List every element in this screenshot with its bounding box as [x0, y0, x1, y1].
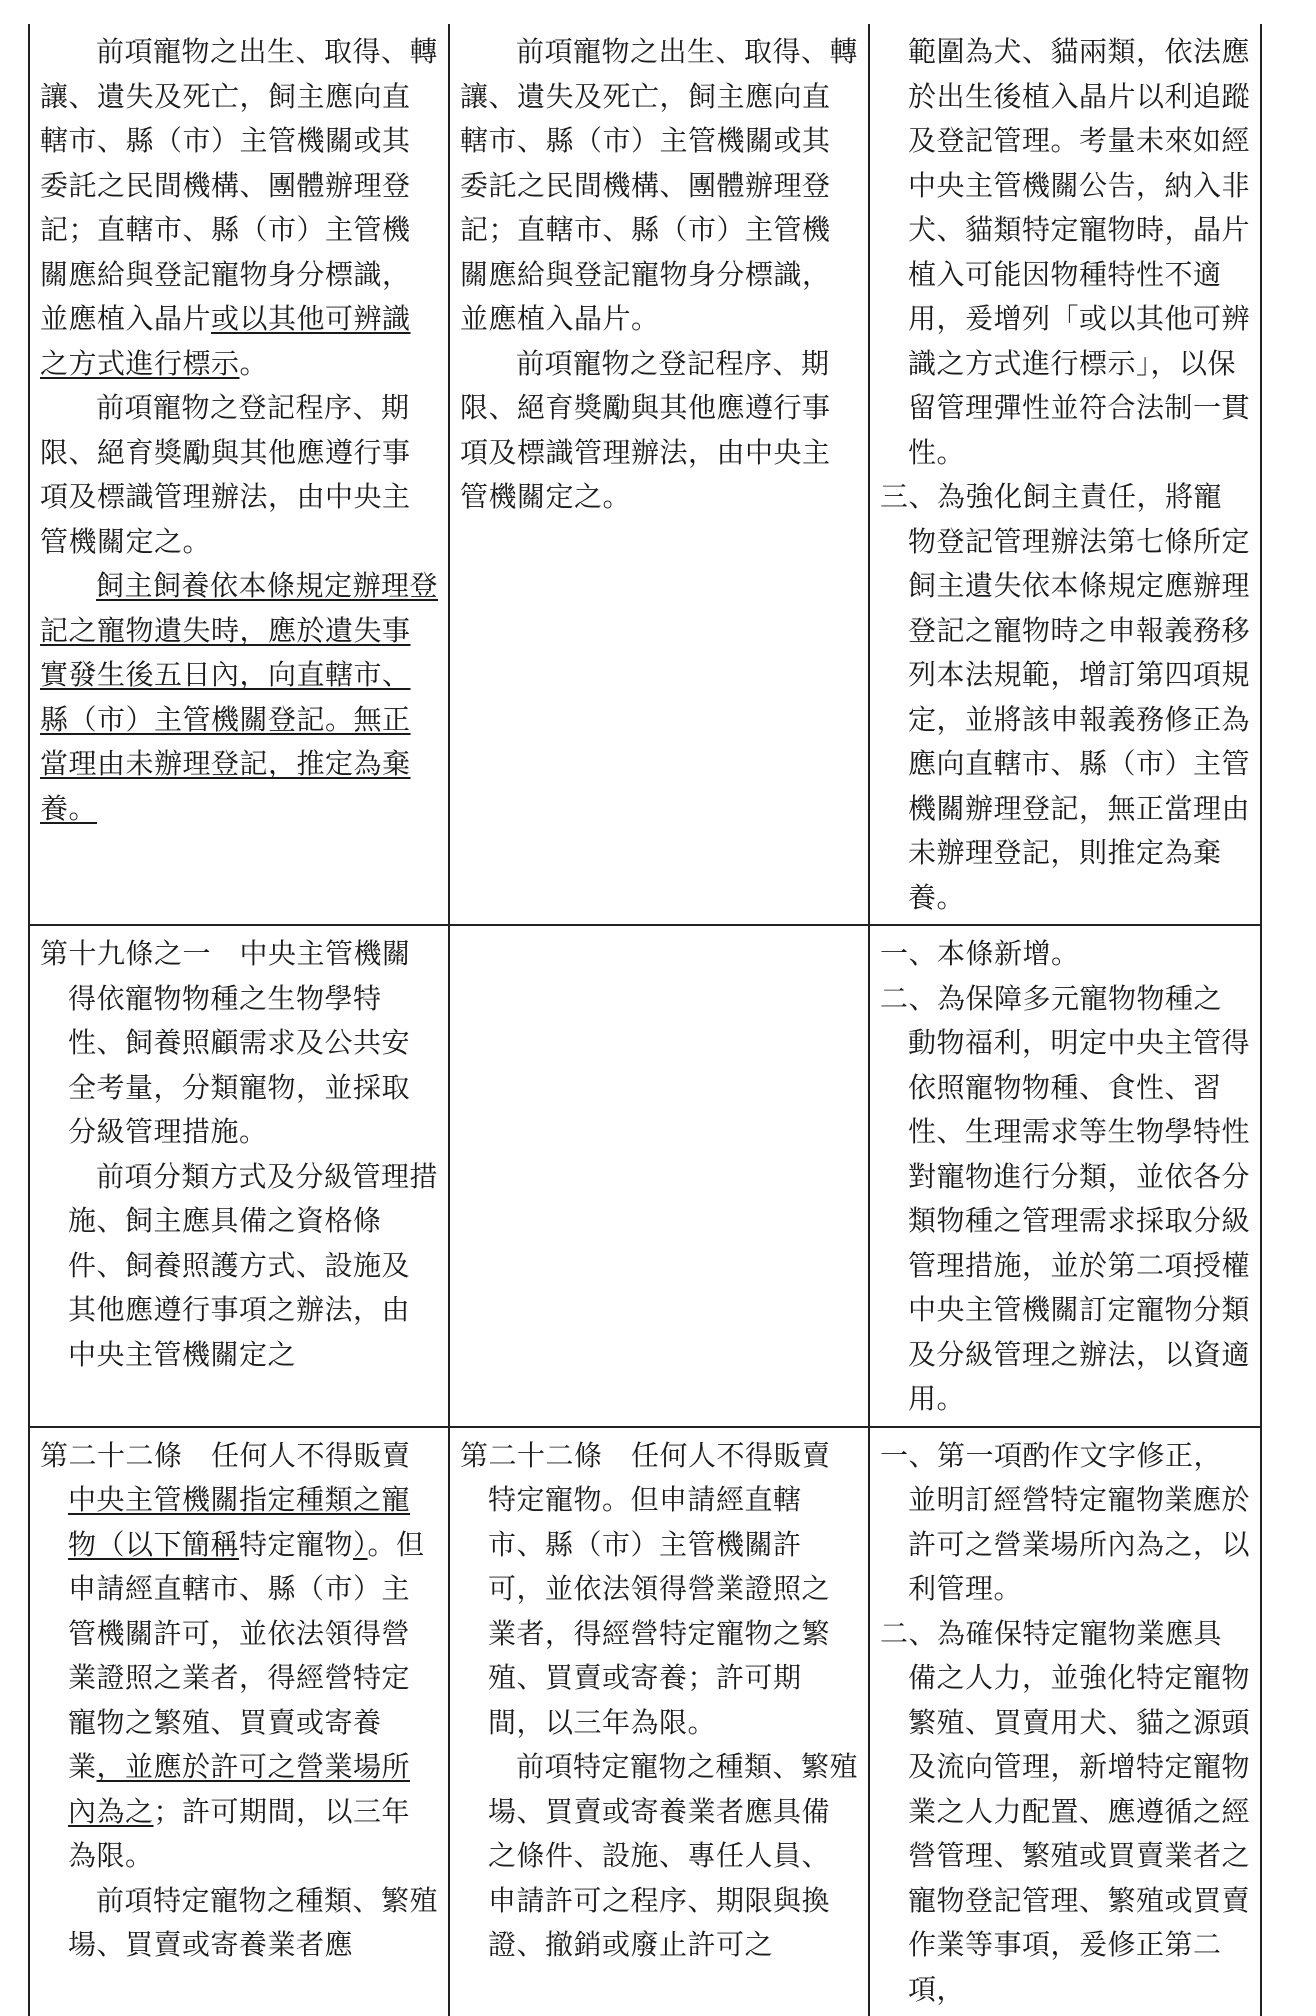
explanation-item: 三、為強化飼主責任，將寵物登記管理辦法第七條所定飼主遺失依本條規定應辦理登記之寵物時之申報義務移列本法規範，增訂第四項規定，並將該申報義務修正為應向直轄市、縣（市）主管機關辦理登記，無正當理由未辦理登記，則推定為棄養。 — [880, 475, 1250, 920]
amended-text-cell — [29, 1427, 449, 2016]
paragraph: 前項特定寵物之種類、繁殖場、買賣或寄養業者應具備之條件、設施、專任人員、申請許可之程序、期限與換證、撤銷或廢止許可之 — [460, 1745, 858, 1968]
explanation-item: 一、第一項酌作文字修正，並明訂經營特定寵物業應於許可之營業場所內為之，以利管理。 — [880, 1434, 1250, 1612]
table-row — [29, 1427, 1261, 2016]
article-heading-paragraph — [40, 1434, 438, 1879]
table-row — [29, 24, 1261, 925]
explanation-item: 一、本條新增。 — [880, 932, 1250, 977]
text: 。但申請經直轄市、縣（市）主管機關許可，並依法領得營業證照之業者，得經營特定寵物之繁殖、買賣或寄養業 — [68, 1528, 425, 1784]
explanation-cell — [869, 925, 1261, 1427]
table-row — [29, 925, 1261, 1427]
text: 第二十二條 任何人不得販賣 — [40, 1439, 411, 1472]
amended-text-underlined: 飼主飼養依本條規定辦理登記之寵物遺失時，應於遺失事實發生後五日內，向直轄市、縣（市）主管機關登記。無正當理由未辦理登記，推定為棄養。 — [40, 569, 438, 825]
explanation-cell — [869, 24, 1261, 925]
paragraph: 前項特定寵物之種類、繁殖場、買賣或寄養業者應 — [40, 1879, 438, 1968]
amendment-comparison-table — [28, 24, 1262, 2016]
paragraph — [40, 30, 438, 386]
current-text-cell — [449, 1427, 869, 2016]
paragraph: 前項寵物之登記程序、期限、絕育獎勵與其他應遵行事項及標識管理辦法，由中央主管機關定之。 — [460, 342, 858, 520]
explanation-cell — [869, 1427, 1261, 2016]
amended-text-underlined: ，並應於許可之營業場所內為之 — [68, 1750, 410, 1828]
current-text-cell — [449, 24, 869, 925]
amended-text-underlined: ） — [353, 1528, 368, 1561]
paragraph — [40, 564, 438, 831]
article-heading-paragraph: 第十九條之一 中央主管機關得依寵物物種之生物學特性、飼養照顧需求及公共安全考量，分類寵物，並採取分級管理措施。 — [40, 932, 438, 1155]
amended-text-cell — [29, 24, 449, 925]
current-text-cell — [449, 925, 869, 1427]
amended-text-underlined: 或以其他可辨識之方式進行標示 — [40, 302, 411, 380]
paragraph: 前項寵物之出生、取得、轉讓、遺失及死亡，飼主應向直轄市、縣（市）主管機關或其委託之民間機構、團體辦理登記；直轄市、縣（市）主管機關應給與登記寵物身分標識，並應植入晶片。 — [460, 30, 858, 342]
paragraph: 前項寵物之登記程序、期限、絕育獎勵與其他應遵行事項及標識管理辦法，由中央主管機關定之。 — [40, 386, 438, 564]
explanation-item: 二、為保障多元寵物物種之動物福利，明定中央主管得依照寵物物種、食性、習性、生理需求等生物學特性對寵物進行分類，並依各分類物種之管理需求採取分級管理措施，並於第二項授權中央主管機關訂定寵物分類及分級管理之辦法，以資適用。 — [880, 977, 1250, 1422]
article-heading-paragraph: 第二十二條 任何人不得販賣特定寵物。但申請經直轄市、縣（市）主管機關許可，並依法領得營業證照之業者，得經營特定寵物之繁殖、買賣或寄養；許可期間，以三年為限。 — [460, 1434, 858, 1746]
amended-text-cell — [29, 925, 449, 1427]
explanation-continuation: 範圍為犬、貓兩類，依法應於出生後植入晶片以利追蹤及登記管理。考量未來如經中央主管機關公告，納入非犬、貓類特定寵物時，晶片植入可能因物種特性不適用，爰增列「或以其他可辨識之方式進行標示」，以保留管理彈性並符合法制一貫性。 — [880, 30, 1250, 475]
text: 前項寵物之出生、取得、轉讓、遺失及死亡，飼主應向直轄市、縣（市）主管機關或其委託之民間機構、團體辦理登記；直轄市、縣（市）主管機關應給與登記寵物身分標識，並應植入晶片 — [40, 35, 438, 335]
text: 。 — [240, 347, 269, 380]
comparison-table-page — [28, 24, 1260, 2016]
paragraph: 前項分類方式及分級管理措施、飼主應具備之資格條件、飼養照護方式、設施及其他應遵行事項之辦法，由中央主管機關定之 — [40, 1155, 438, 1378]
explanation-item: 二、為確保特定寵物業應具備之人力，並強化特定寵物繁殖、買賣用犬、貓之源頭及流向管理，新增特定寵物業之人力配置、應遵循之經營管理、繁殖或買賣業者之寵物登記管理、繁殖或買賣作業等事項，爰修正第二項， — [880, 1612, 1250, 2013]
text: ；許可期間，以三年為限。 — [68, 1795, 410, 1873]
text: 特定寵物 — [239, 1528, 353, 1561]
amended-text-underlined: 中央主管機關指定種類之寵物（以下簡稱 — [68, 1483, 410, 1561]
